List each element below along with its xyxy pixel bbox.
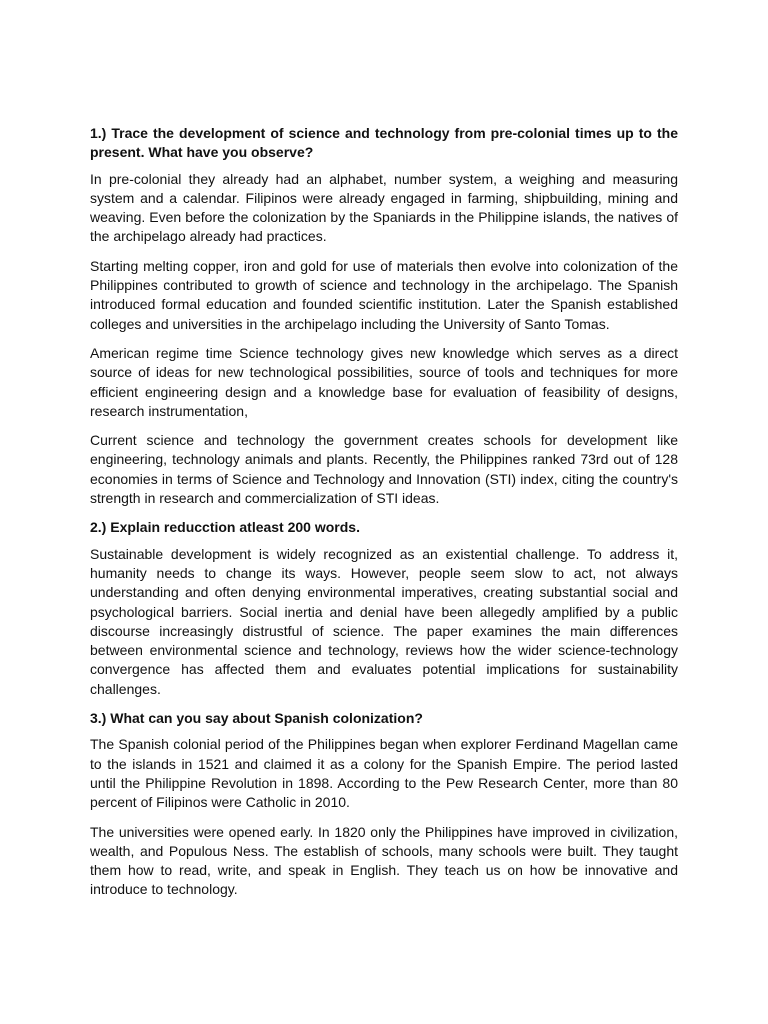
section-1-paragraph-1: In pre-colonial they already had an alphabet, number system, a weighing and measuring system and a calendar. Filipinos were already engaged in farming, shipbuilding, mining and weaving. Even before the colonization by the Spaniards in the Philippine islands, the natives of the archipelago already had practices. [90, 170, 678, 245]
section-1-paragraph-4: Current science and technology the government creates schools for development like engineering, technology animals and plants. Recently, the Philippines ranked 73rd out of 128 economies in terms of Science and Technology and Innovation (STI) index, citing the country's strength in research and commercialization of STI ideas. [90, 432, 678, 507]
section-1-paragraph-2: Starting melting copper, iron and gold for use of materials then evolve into colonization of the Philippines contributed to growth of science and technology in the archipelago. The Spanish introduced formal education and founded scientific institution. Later the Spanish established colleges and universities in the archipelago including the University of Santo Tomas. [90, 257, 678, 332]
section-1 [90, 124, 678, 508]
section-3-paragraph-1: The Spanish colonial period of the Philippines began when explorer Ferdinand Magellan came to the islands in 1521 and claimed it as a colony for the Spanish Empire. The period lasted until the Philippine Revolution in 1898. According to the Pew Research Center, more than 80 percent of Filipinos were Catholic in 2010. [90, 736, 678, 811]
question-3-heading: 3.) What can you say about Spanish colonization? [90, 710, 423, 727]
section-3 [90, 709, 678, 900]
section-1-paragraph-3: American regime time Science technology gives new knowledge which serves as a direct source of ideas for new technological possibilities, source of tools and techniques for more efficient engineering design and a knowledge base for evaluation of feasibility of designs, research instrumentation, [90, 344, 678, 419]
section-2 [90, 518, 678, 699]
question-1-heading: 1.) Trace the development of science and technology from pre-colonial times up to the present. What have you observe? [90, 125, 678, 161]
section-3-paragraph-2: The universities were opened early. In 1820 only the Philippines have improved in civilization, wealth, and Populous Ness. The establish of schools, many schools were built. They taught them how to read, write, and speak in English. They teach us on how be innovative and introduce to technology. [90, 823, 678, 898]
question-2-heading: 2.) Explain reducction atleast 200 words. [90, 519, 360, 536]
section-2-paragraph-1: Sustainable development is widely recognized as an existential challenge. To address it, humanity needs to change its ways. However, people seem slow to act, not always understanding and often denying environmental imperatives, creating substantial social and psychological barriers. Social inertia and denial have been allegedly amplified by a public discourse increasingly distrustful of science. The paper examines the main differences between environmental science and technology, reviews how the wider science-technology convergence has affected them and evaluates potential implications for sustainability challenges. [90, 545, 678, 697]
